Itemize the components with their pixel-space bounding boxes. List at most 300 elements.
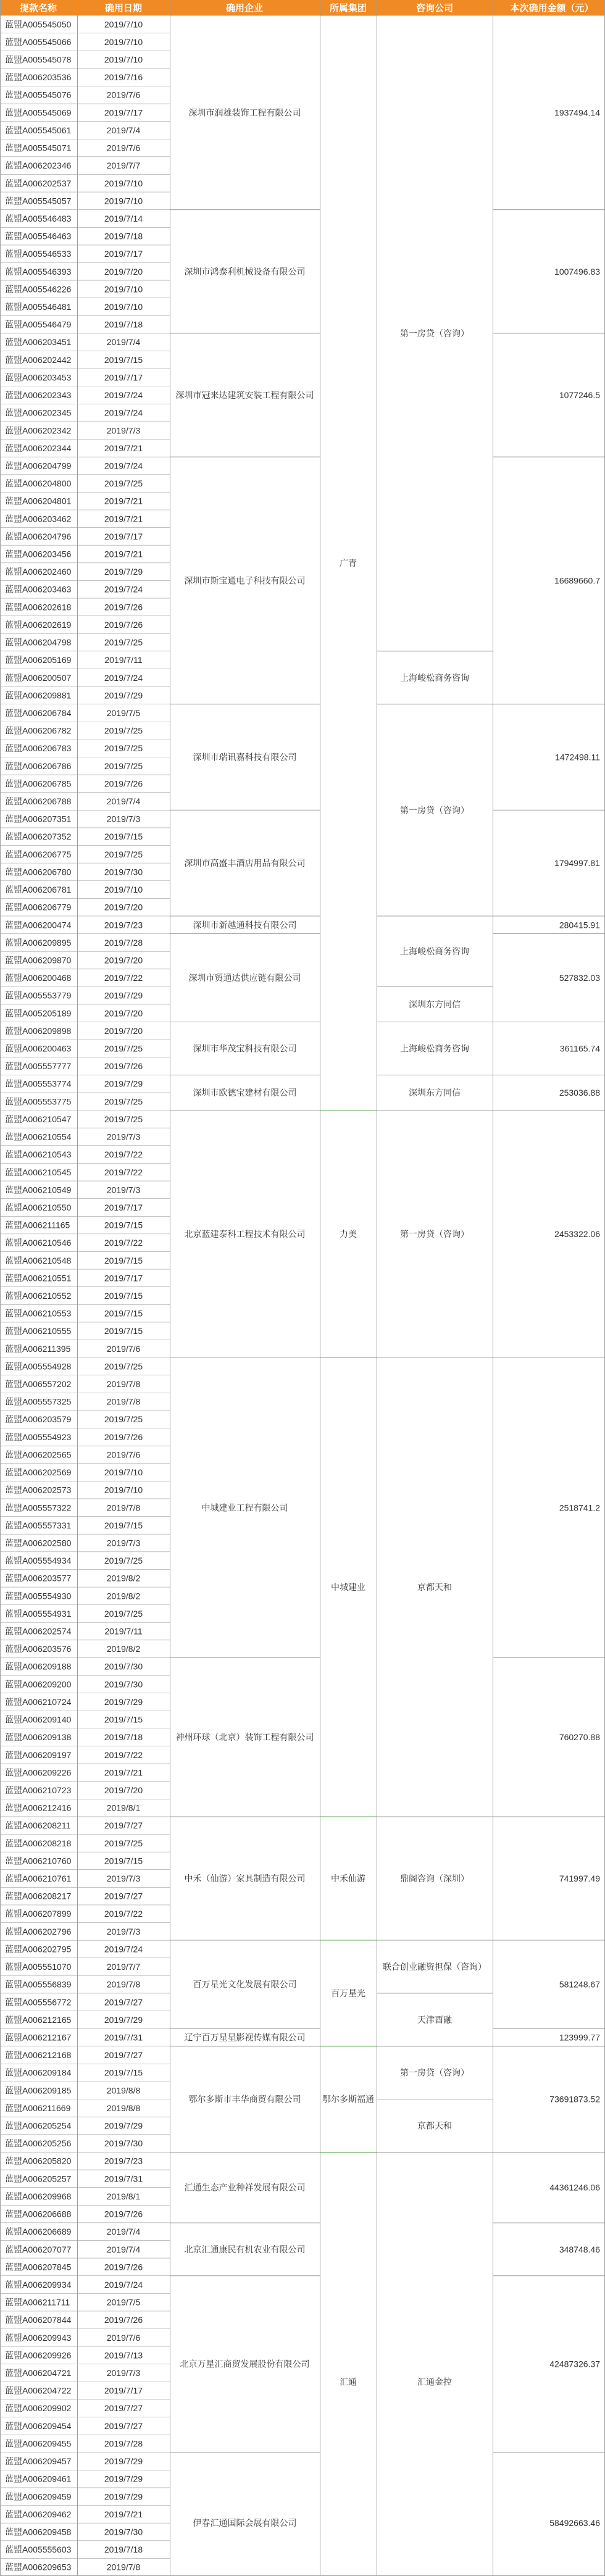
reference-cell: 蓝盟A005545076 (5, 90, 72, 100)
group-cell: 中禾仙游 (331, 1874, 365, 1884)
reference-cell: 蓝盟A006208218 (5, 1838, 72, 1848)
reference-cell: 蓝盟A006204801 (5, 496, 72, 506)
company-cell: 北京万星汇商贸发展股份有限公司 (180, 2359, 310, 2369)
date-cell: 2019/7/24 (104, 2279, 143, 2290)
date-cell: 2019/7/3 (106, 1185, 141, 1195)
reference-cell: 蓝盟A006207844 (5, 2315, 72, 2325)
reference-cell: 蓝盟A005553775 (5, 1096, 72, 1107)
consultant-cell: 深圳东方同信 (409, 1088, 461, 1098)
date-cell: 2019/7/10 (104, 178, 143, 188)
date-cell: 2019/7/15 (104, 1220, 143, 1230)
amount-cell: 1077246.5 (559, 390, 600, 401)
reference-cell: 蓝盟A006211669 (5, 2103, 71, 2113)
date-cell: 2019/7/17 (104, 107, 143, 118)
date-cell: 2019/7/29 (104, 567, 143, 577)
reference-cell: 蓝盟A006209138 (5, 1732, 72, 1743)
date-cell: 2019/7/15 (104, 1520, 143, 1530)
reference-cell: 蓝盟A006209653 (5, 2562, 72, 2572)
date-cell: 2019/7/22 (104, 1909, 143, 1919)
date-cell: 2019/7/31 (104, 2032, 143, 2043)
date-cell: 2019/7/10 (104, 19, 143, 30)
amount-cell: 44361246.06 (549, 2182, 600, 2193)
reference-cell: 蓝盟A006204800 (5, 478, 72, 489)
date-cell: 2019/7/10 (104, 1467, 143, 1478)
reference-cell: 蓝盟A006206688 (5, 2209, 72, 2219)
reference-cell: 蓝盟A005554930 (5, 1591, 72, 1601)
date-cell: 2019/7/25 (104, 637, 143, 648)
reference-cell: 蓝盟A006205257 (5, 2174, 72, 2184)
date-cell: 2019/7/27 (104, 1997, 143, 2007)
date-cell: 2019/7/29 (104, 1078, 143, 1089)
date-cell: 2019/7/17 (104, 1202, 143, 1212)
reference-cell: 蓝盟A006210760 (5, 1856, 72, 1866)
date-cell: 2019/7/4 (106, 125, 141, 135)
reference-cell: 蓝盟A006202442 (5, 354, 72, 365)
reference-cell: 蓝盟A005546481 (5, 302, 72, 312)
date-cell: 2019/7/25 (104, 478, 143, 489)
reference-cell: 蓝盟A006209459 (5, 2491, 72, 2502)
date-cell: 2019/7/29 (104, 1696, 143, 1707)
date-cell: 2019/7/25 (104, 849, 143, 859)
company-cell: 神州环球（北京）装饰工程有限公司 (175, 1732, 314, 1743)
amount-cell: 280415.91 (559, 920, 600, 930)
reference-cell: 蓝盟A005546463 (5, 231, 72, 241)
reference-cell: 蓝盟A005556839 (5, 1979, 72, 1990)
date-cell: 2019/7/26 (104, 1061, 143, 1072)
date-cell: 2019/7/15 (104, 2067, 143, 2078)
reference-cell: 蓝盟A006209881 (5, 690, 72, 701)
reference-cell: 蓝盟A006204722 (5, 2385, 72, 2396)
date-cell: 2019/7/20 (104, 266, 143, 277)
date-cell: 2019/7/20 (104, 1008, 143, 1019)
header-consultant: 咨询公司 (415, 3, 454, 14)
amount-cell: 73691873.52 (549, 2094, 600, 2104)
reference-cell: 蓝盟A006206785 (5, 778, 72, 789)
consultant-cell: 第一房贷（咨询） (400, 1228, 469, 1239)
date-cell: 2019/7/30 (104, 2527, 143, 2537)
date-cell: 2019/7/29 (104, 2456, 143, 2467)
reference-cell: 蓝盟A006209140 (5, 1714, 72, 1725)
date-cell: 2019/7/29 (104, 990, 143, 1001)
reference-cell: 蓝盟A006211711 (5, 2297, 70, 2307)
date-cell: 2019/7/15 (104, 832, 143, 842)
date-cell: 2019/7/29 (104, 2120, 143, 2131)
reference-cell: 蓝盟A006210543 (5, 1149, 72, 1160)
header-date: 确用日期 (104, 3, 143, 14)
reference-cell: 蓝盟A006210553 (5, 1308, 72, 1319)
reference-cell: 蓝盟A006206779 (5, 902, 72, 912)
date-cell: 2019/7/3 (106, 1132, 141, 1142)
company-cell: 深圳市冠来达建筑安装工程有限公司 (175, 390, 314, 401)
date-cell: 2019/7/7 (106, 160, 141, 171)
reference-cell: 蓝盟A005545078 (5, 54, 72, 65)
reference-cell: 蓝盟A006203456 (5, 549, 72, 559)
amount-cell: 2518741.2 (559, 1503, 600, 1513)
company-cell: 深圳市华茂宝科技有限公司 (193, 1043, 297, 1054)
date-cell: 2019/7/15 (104, 1714, 143, 1725)
date-cell: 2019/8/8 (106, 2103, 141, 2113)
date-cell: 2019/7/3 (106, 425, 141, 436)
date-cell: 2019/7/7 (106, 1962, 141, 1972)
date-cell: 2019/7/10 (104, 196, 143, 206)
date-cell: 2019/7/25 (104, 743, 143, 754)
reference-cell: 蓝盟A006200468 (5, 973, 72, 983)
date-cell: 2019/7/20 (104, 955, 143, 965)
date-cell: 2019/7/22 (104, 1149, 143, 1160)
reference-cell: 蓝盟A006212416 (5, 1803, 72, 1813)
reference-cell: 蓝盟A006200507 (5, 672, 72, 683)
date-cell: 2019/7/8 (106, 1979, 141, 1990)
date-cell: 2019/7/26 (104, 2262, 143, 2272)
date-cell: 2019/7/3 (106, 2368, 141, 2378)
amount-cell: 361165.74 (559, 1043, 600, 1054)
reference-cell: 蓝盟A006202618 (5, 602, 72, 612)
reference-cell: 蓝盟A006209870 (5, 955, 72, 965)
reference-cell: 蓝盟A006204796 (5, 531, 72, 541)
reference-cell: 蓝盟A006204798 (5, 637, 72, 648)
date-cell: 2019/7/5 (106, 2297, 141, 2307)
date-cell: 2019/7/4 (106, 2244, 141, 2254)
date-cell: 2019/7/8 (106, 2562, 141, 2572)
date-cell: 2019/7/25 (104, 1096, 143, 1107)
reference-cell: 蓝盟A006202795 (5, 1944, 72, 1954)
reference-cell: 蓝盟A005545050 (5, 19, 72, 30)
reference-cell: 蓝盟A006202346 (5, 160, 72, 171)
date-cell: 2019/7/29 (104, 2491, 143, 2502)
date-cell: 2019/7/10 (104, 885, 143, 895)
reference-cell: 蓝盟A006209197 (5, 1749, 72, 1760)
reference-cell: 蓝盟A005557322 (5, 1503, 72, 1513)
reference-cell: 蓝盟A006206784 (5, 707, 72, 718)
reference-cell: 蓝盟A006209902 (5, 2403, 72, 2414)
date-cell: 2019/7/14 (104, 213, 143, 223)
reference-cell: 蓝盟A006212167 (5, 2032, 72, 2043)
date-cell: 2019/7/26 (104, 602, 143, 612)
date-cell: 2019/7/18 (104, 319, 143, 330)
reference-cell: 蓝盟A005546226 (5, 284, 72, 294)
date-cell: 2019/7/20 (104, 1025, 143, 1036)
reference-cell: 蓝盟A006205820 (5, 2156, 72, 2166)
date-cell: 2019/7/5 (106, 707, 141, 718)
date-cell: 2019/7/17 (104, 531, 143, 541)
reference-cell: 蓝盟A005205189 (5, 1008, 72, 1019)
date-cell: 2019/7/21 (104, 443, 143, 453)
reference-cell: 蓝盟A006212165 (5, 2014, 72, 2025)
amount-cell: 123999.77 (559, 2032, 600, 2043)
date-cell: 2019/7/4 (106, 2227, 141, 2237)
date-cell: 2019/7/25 (104, 725, 143, 736)
consultant-cell: 上海峻松商务咨询 (400, 1043, 469, 1054)
date-cell: 2019/7/26 (104, 2209, 143, 2219)
date-cell: 2019/7/26 (104, 778, 143, 789)
company-cell: 深圳市润雄装饰工程有限公司 (188, 107, 301, 118)
reference-cell: 蓝盟A006209184 (5, 2067, 72, 2078)
date-cell: 2019/7/22 (104, 1238, 143, 1248)
date-cell: 2019/7/10 (104, 36, 143, 47)
date-cell: 2019/7/17 (104, 2385, 143, 2396)
reference-cell: 蓝盟A005557777 (5, 1061, 72, 1072)
date-cell: 2019/7/27 (104, 2420, 143, 2431)
reference-cell: 蓝盟A006203463 (5, 584, 72, 594)
date-cell: 2019/7/17 (104, 372, 143, 383)
date-cell: 2019/7/13 (104, 2350, 143, 2361)
reference-cell: 蓝盟A006203579 (5, 1414, 72, 1425)
reference-cell: 蓝盟A006203451 (5, 337, 72, 348)
date-cell: 2019/7/6 (106, 1449, 141, 1460)
reference-cell: 蓝盟A006200463 (5, 1043, 72, 1054)
date-cell: 2019/7/25 (104, 1838, 143, 1848)
reference-cell: 蓝盟A006202343 (5, 390, 72, 401)
reference-cell: 蓝盟A005555603 (5, 2545, 72, 2555)
reference-cell: 蓝盟A006202565 (5, 1449, 72, 1460)
amount-cell: 760270.88 (559, 1732, 600, 1743)
reference-cell: 蓝盟A006210546 (5, 1238, 72, 1248)
date-cell: 2019/7/6 (106, 143, 141, 153)
reference-cell: 蓝盟A006210549 (5, 1185, 72, 1195)
company-cell: 深圳市瑞讯嘉科技有限公司 (193, 752, 297, 762)
date-cell: 2019/7/24 (104, 461, 143, 471)
reference-cell: 蓝盟A006204721 (5, 2368, 72, 2378)
consultant-cell: 汇通金控 (417, 2377, 452, 2387)
consultant-cell: 联合创业融资担保（咨询） (383, 1962, 486, 1972)
reference-cell: 蓝盟A006207352 (5, 832, 72, 842)
company-cell: 中禾（仙游）家具制造有限公司 (184, 1874, 306, 1884)
date-cell: 2019/7/25 (104, 761, 143, 771)
date-cell: 2019/7/8 (106, 1396, 141, 1407)
date-cell: 2019/7/8 (106, 1379, 141, 1390)
date-cell: 2019/7/17 (104, 1273, 143, 1283)
reference-cell: 蓝盟A006200474 (5, 920, 72, 930)
company-cell: 鄂尔多斯市丰华商贸有限公司 (188, 2094, 301, 2104)
reference-cell: 蓝盟A006210548 (5, 1255, 72, 1265)
amount-cell: 348748.46 (559, 2244, 600, 2254)
reference-cell: 蓝盟A006211165 (5, 1220, 70, 1230)
reference-cell: 蓝盟A006209934 (5, 2279, 72, 2290)
reference-cell: 蓝盟A006210723 (5, 1785, 72, 1795)
group-cell: 力美 (340, 1228, 357, 1239)
reference-cell: 蓝盟A006209455 (5, 2438, 72, 2449)
date-cell: 2019/7/24 (104, 584, 143, 594)
reference-cell: 蓝盟A005546533 (5, 249, 72, 259)
date-cell: 2019/7/27 (104, 2403, 143, 2414)
date-cell: 2019/7/6 (106, 1343, 141, 1354)
reference-cell: 蓝盟A006209895 (5, 937, 72, 948)
consultant-cell: 第一房贷（咨询） (400, 328, 469, 338)
consultant-cell: 京都天和 (417, 1582, 452, 1593)
date-cell: 2019/7/25 (104, 1043, 143, 1054)
date-cell: 2019/7/30 (104, 2138, 143, 2149)
date-cell: 2019/7/21 (104, 1767, 143, 1778)
date-cell: 2019/7/10 (104, 284, 143, 294)
date-cell: 2019/7/22 (104, 1749, 143, 1760)
reference-cell: 蓝盟A006203536 (5, 72, 72, 83)
amount-cell: 58492663.46 (549, 2518, 600, 2528)
reference-cell: 蓝盟A006207899 (5, 1909, 72, 1919)
reference-cell: 蓝盟A005545069 (5, 107, 72, 118)
date-cell: 2019/7/27 (104, 1820, 143, 1831)
date-cell: 2019/7/15 (104, 1308, 143, 1319)
date-cell: 2019/7/21 (104, 2509, 143, 2519)
company-cell: 北京蓝建泰科工程技术有限公司 (184, 1228, 306, 1239)
date-cell: 2019/8/2 (106, 1573, 141, 1583)
reference-cell: 蓝盟A006206781 (5, 885, 72, 895)
date-cell: 2019/7/29 (104, 2014, 143, 2025)
reference-cell: 蓝盟A005546479 (5, 319, 72, 330)
date-cell: 2019/7/18 (104, 1732, 143, 1743)
reference-cell: 蓝盟A006206780 (5, 867, 72, 877)
date-cell: 2019/7/30 (104, 1661, 143, 1672)
date-cell: 2019/7/15 (104, 1291, 143, 1301)
date-cell: 2019/7/29 (104, 2474, 143, 2484)
company-cell: 深圳市贸通达供应链有限公司 (188, 973, 301, 983)
amount-cell: 1472498.11 (555, 752, 600, 762)
date-cell: 2019/7/3 (106, 1538, 141, 1548)
date-cell: 2019/7/24 (104, 1944, 143, 1954)
reference-cell: 蓝盟A006202573 (5, 1485, 72, 1495)
reference-cell: 蓝盟A006210552 (5, 1291, 72, 1301)
date-cell: 2019/7/3 (106, 814, 141, 824)
reference-cell: 蓝盟A006203576 (5, 1644, 72, 1654)
company-cell: 深圳市鸿泰利机械设备有限公司 (184, 266, 306, 277)
reference-cell: 蓝盟A005546393 (5, 266, 72, 277)
date-cell: 2019/7/27 (104, 2050, 143, 2061)
group-cell: 百万星光 (331, 1988, 365, 1998)
reference-cell: 蓝盟A005546483 (5, 213, 72, 223)
amount-cell: 741997.49 (559, 1874, 600, 1884)
reference-cell: 蓝盟A005556772 (5, 1997, 72, 2007)
consultant-cell: 天津酉融 (417, 2014, 452, 2025)
reference-cell: 蓝盟A006202344 (5, 443, 72, 453)
reference-cell: 蓝盟A005551070 (5, 1962, 72, 1972)
reference-cell: 蓝盟A005553779 (5, 990, 72, 1001)
reference-cell: 蓝盟A006202569 (5, 1467, 72, 1478)
reference-cell: 蓝盟A006209898 (5, 1025, 72, 1036)
date-cell: 2019/8/2 (106, 1591, 141, 1601)
reference-cell: 蓝盟A006208217 (5, 1891, 72, 1901)
date-cell: 2019/7/30 (104, 867, 143, 877)
date-cell: 2019/7/25 (104, 1361, 143, 1372)
reference-cell: 蓝盟A006209461 (5, 2474, 72, 2484)
reference-cell: 蓝盟A006209462 (5, 2509, 72, 2519)
date-cell: 2019/7/15 (104, 1856, 143, 1866)
reference-cell: 蓝盟A006210555 (5, 1326, 72, 1336)
date-cell: 2019/7/6 (106, 90, 141, 100)
reference-cell: 蓝盟A006202537 (5, 178, 72, 188)
date-cell: 2019/7/11 (104, 655, 143, 665)
company-cell: 深圳市新越通科技有限公司 (193, 920, 297, 930)
header-company: 确用企业 (225, 3, 264, 14)
reference-cell: 蓝盟A006210554 (5, 1132, 72, 1142)
date-cell: 2019/7/20 (104, 902, 143, 912)
reference-cell: 蓝盟A006209943 (5, 2332, 72, 2343)
reference-cell: 蓝盟A006208211 (5, 1820, 71, 1831)
reference-cell: 蓝盟A006203577 (5, 1573, 72, 1583)
reference-cell: 蓝盟A005545061 (5, 125, 72, 135)
date-cell: 2019/7/10 (104, 1485, 143, 1495)
reference-cell: 蓝盟A006203453 (5, 372, 72, 383)
reference-cell: 蓝盟A006207845 (5, 2262, 72, 2272)
date-cell: 2019/7/10 (104, 54, 143, 65)
reference-cell: 蓝盟A006557202 (5, 1379, 72, 1390)
reference-cell: 蓝盟A006212168 (5, 2050, 72, 2061)
reference-cell: 蓝盟A005554928 (5, 1361, 72, 1372)
reference-cell: 蓝盟A006206783 (5, 743, 72, 754)
date-cell: 2019/7/27 (104, 1891, 143, 1901)
reference-cell: 蓝盟A006202345 (5, 407, 72, 418)
company-cell: 汇通生态产业种祥发展有限公司 (184, 2182, 306, 2193)
date-cell: 2019/7/15 (104, 354, 143, 365)
reference-cell: 蓝盟A006209200 (5, 1679, 72, 1690)
consultant-cell: 上海峻松商务咨询 (400, 672, 469, 683)
date-cell: 2019/7/26 (104, 1432, 143, 1442)
date-cell: 2019/7/21 (104, 496, 143, 506)
date-cell: 2019/7/26 (104, 2315, 143, 2325)
reference-cell: 蓝盟A006203462 (5, 514, 72, 524)
date-cell: 2019/7/21 (104, 549, 143, 559)
header-group: 所属集团 (329, 3, 367, 14)
group-cell: 广青 (340, 557, 357, 568)
date-cell: 2019/7/10 (104, 302, 143, 312)
date-cell: 2019/8/2 (106, 1644, 141, 1654)
date-cell: 2019/7/24 (104, 672, 143, 683)
reference-cell: 蓝盟A006206775 (5, 849, 72, 859)
company-cell: 辽宁百万星星影视传媒有限公司 (184, 2032, 306, 2043)
date-cell: 2019/7/26 (104, 619, 143, 630)
amount-cell: 581248.67 (559, 1979, 600, 1990)
date-cell: 2019/7/24 (104, 407, 143, 418)
reference-cell: 蓝盟A006210547 (5, 1114, 72, 1124)
reference-cell: 蓝盟A006207351 (5, 814, 72, 824)
date-cell: 2019/8/1 (106, 1803, 141, 1813)
reference-cell: 蓝盟A006202619 (5, 619, 72, 630)
amount-cell: 527832.03 (559, 973, 600, 983)
reference-cell: 蓝盟A006209968 (5, 2191, 72, 2201)
reference-cell: 蓝盟A006209188 (5, 1661, 72, 1672)
header-amount: 本次确用金额（元） (510, 3, 594, 14)
date-cell: 2019/7/23 (104, 920, 143, 930)
reference-cell: 蓝盟A006206782 (5, 725, 72, 736)
reference-cell: 蓝盟A006210551 (5, 1273, 72, 1283)
date-cell: 2019/7/24 (104, 390, 143, 401)
date-cell: 2019/7/25 (104, 1114, 143, 1124)
date-cell: 2019/7/15 (104, 1255, 143, 1265)
company-cell: 深圳市高盛丰酒店用品有限公司 (184, 858, 306, 869)
reference-cell: 蓝盟A006209458 (5, 2527, 72, 2537)
amount-cell: 2453322.06 (554, 1228, 600, 1239)
reference-cell: 蓝盟A006210761 (5, 1874, 72, 1884)
consultant-cell: 深圳东方同信 (409, 999, 461, 1009)
reference-cell: 蓝盟A006205256 (5, 2138, 72, 2149)
consultant-cell: 第一房贷（咨询） (400, 2067, 469, 2078)
reference-cell: 蓝盟A006211395 (5, 1343, 71, 1354)
reference-cell: 蓝盟A006210550 (5, 1202, 72, 1212)
company-cell: 中城建业工程有限公司 (201, 1503, 288, 1513)
reference-cell: 蓝盟A006209926 (5, 2350, 72, 2361)
date-cell: 2019/7/8 (106, 1503, 141, 1513)
amount-cell: 1007496.83 (554, 266, 600, 277)
date-cell: 2019/7/25 (104, 1414, 143, 1425)
reference-cell: 蓝盟A005545071 (5, 143, 72, 153)
consultant-cell: 京都天和 (417, 2120, 452, 2131)
date-cell: 2019/7/23 (104, 2156, 143, 2166)
reference-cell: 蓝盟A006202796 (5, 1926, 72, 1936)
reference-cell: 蓝盟A005557331 (5, 1520, 72, 1530)
reference-cell: 蓝盟A006210724 (5, 1696, 72, 1707)
date-cell: 2019/7/15 (104, 1326, 143, 1336)
consultant-cell: 上海峻松商务咨询 (400, 946, 469, 957)
reference-cell: 蓝盟A005557325 (5, 1396, 72, 1407)
date-cell: 2019/7/16 (104, 72, 143, 83)
